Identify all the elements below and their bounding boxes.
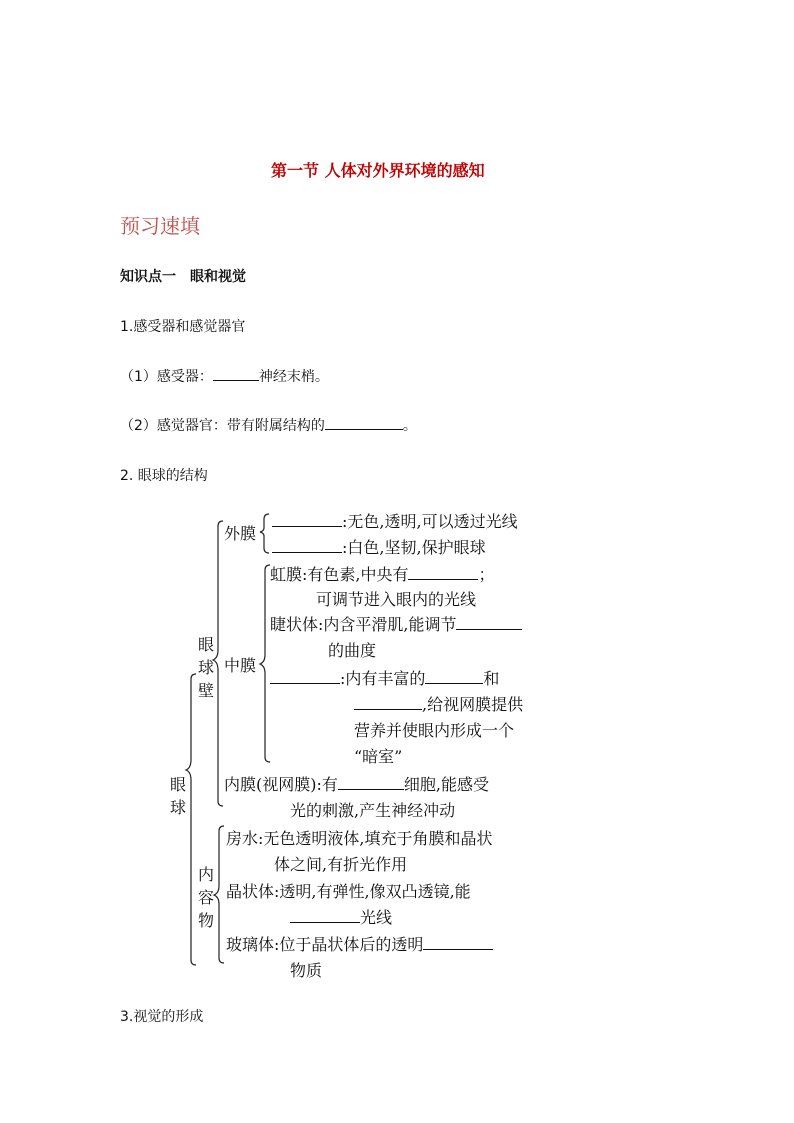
item-1a-prefix: （1）感受器： <box>120 369 213 385</box>
fill-blank[interactable] <box>408 565 478 580</box>
fill-blank[interactable] <box>290 908 360 923</box>
choroid-line-4: “暗室” <box>354 747 403 766</box>
iris-text: 虹膜:有色素,中央有 <box>270 565 409 584</box>
inner-text: 内膜(视网膜):有 <box>224 775 338 794</box>
section-heading: 预习速填 <box>120 214 200 238</box>
fill-blank[interactable] <box>423 935 493 950</box>
page-title: 第一节 人体对外界环境的感知 <box>271 161 485 180</box>
fill-blank[interactable] <box>272 538 342 553</box>
item-2: 2. 眼球的结构 <box>120 468 208 484</box>
vitreous-line <box>226 932 493 955</box>
lens-line-2 <box>290 905 392 928</box>
iris-suffix: ； <box>478 565 495 584</box>
vitreous-text: 玻璃体:位于晶状体后的透明 <box>226 935 424 954</box>
label-eyeball: 眼 球 <box>169 775 186 817</box>
label-middle-membrane: 中膜 <box>224 656 257 675</box>
choroid-line <box>270 666 499 689</box>
iris-line-2: 可调节进入眼内的光线 <box>316 590 477 609</box>
lens-line: 晶状体:透明,有弹性,像双凸透镜,能 <box>226 882 471 901</box>
inner-line-2: 光的刺激,产生神经冲动 <box>290 801 456 820</box>
aqueous-line-2: 体之间,有折光作用 <box>274 855 408 874</box>
choroid-line-3: 营养并使眼内形成一个 <box>354 721 515 740</box>
ciliary-text: 睫状体:内含平滑肌,能调节 <box>270 615 457 634</box>
label-contents: 内 容 物 <box>197 865 214 930</box>
choroid-and: 和 <box>483 669 500 688</box>
outer-line-b-text: :白色,坚韧,保护眼球 <box>342 538 486 557</box>
fill-blank[interactable] <box>354 695 422 710</box>
lens-text-2: 光线 <box>360 908 393 927</box>
fill-blank[interactable] <box>456 615 522 630</box>
item-1a-suffix: 神经末梢。 <box>258 369 329 385</box>
choroid-text: :内有丰富的 <box>340 669 426 688</box>
item-1b-suffix: 。 <box>402 418 417 434</box>
outer-line-a-text: :无色,透明,可以透过光线 <box>342 512 518 531</box>
fill-blank[interactable] <box>425 669 483 684</box>
item-1: 1.感受器和感觉器官 <box>120 319 246 335</box>
outer-line-a <box>272 509 518 532</box>
inner-line <box>224 772 489 795</box>
aqueous-line: 房水:无色透明液体,填充于角膜和晶状 <box>226 829 493 848</box>
fill-blank[interactable] <box>270 669 340 684</box>
item-3: 3.视觉的形成 <box>120 1009 204 1025</box>
fill-blank[interactable] <box>338 775 404 790</box>
fill-blank[interactable] <box>272 512 342 527</box>
iris-line <box>270 562 495 585</box>
label-eyeball-wall: 眼 球 壁 <box>197 635 214 700</box>
vitreous-line-2: 物质 <box>290 961 323 980</box>
outer-line-b <box>272 535 486 558</box>
ciliary-line <box>270 612 522 635</box>
inner-suffix: 细胞,能感受 <box>403 775 489 794</box>
label-outer-membrane: 外膜 <box>224 524 257 543</box>
choroid-text-2: ,给视网膜提供 <box>422 695 524 714</box>
choroid-line-2 <box>354 692 523 715</box>
knowledge-point-heading: 知识点一 眼和视觉 <box>120 269 246 285</box>
item-1b-prefix: （2）感觉器官：带有附属结构的 <box>120 418 325 434</box>
ciliary-line-2: 的曲度 <box>328 641 377 660</box>
